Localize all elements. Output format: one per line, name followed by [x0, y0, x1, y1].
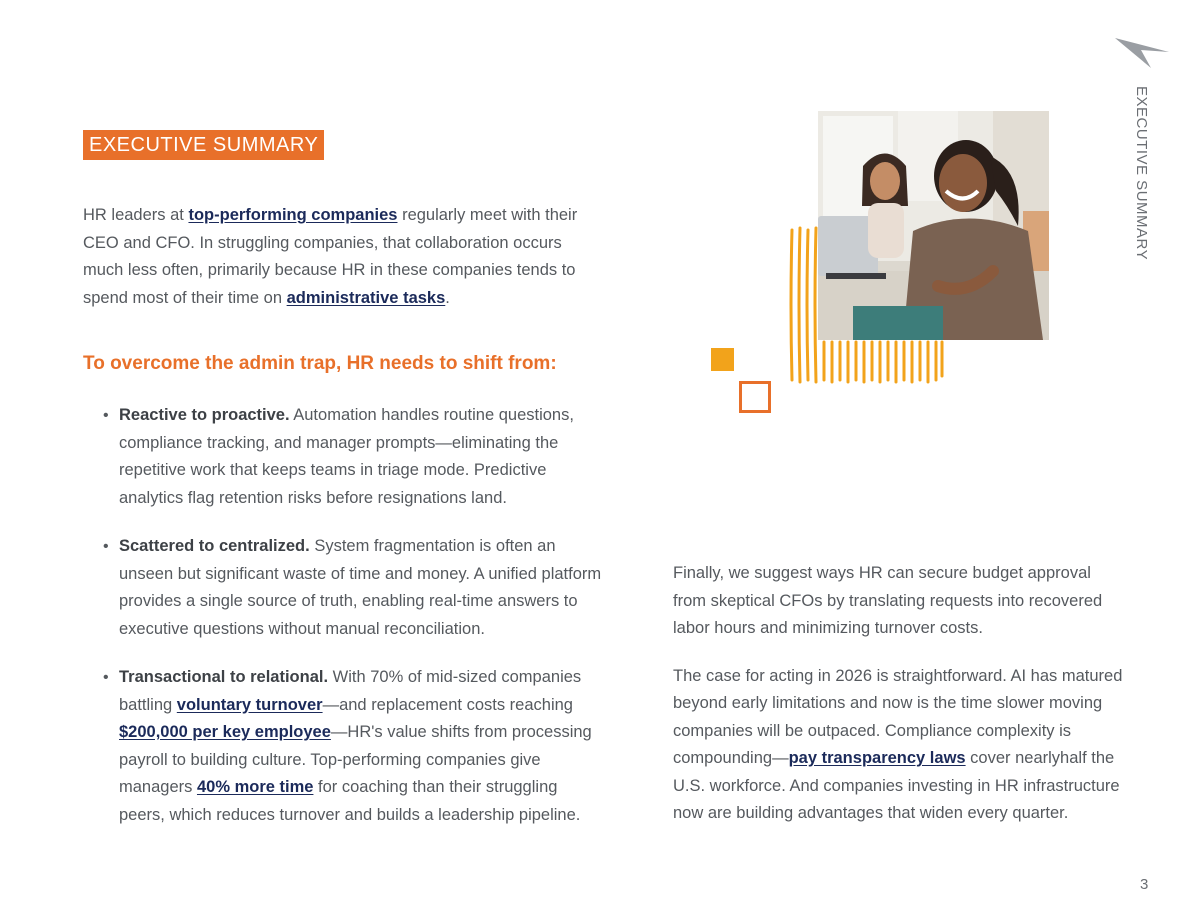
bullet-icon: •: [103, 407, 109, 424]
administrative-tasks-link[interactable]: administrative tasks: [286, 288, 446, 307]
bullet-title: Transactional to relational.: [119, 668, 329, 686]
bullet-body: —and replacement costs reaching: [322, 695, 573, 714]
smiling-women-at-office-photo: [818, 111, 1049, 340]
top-performing-companies-link[interactable]: top-performing companies: [188, 206, 398, 224]
intro-text: HR leaders at: [83, 206, 189, 224]
bullet-body: Automation handles routine questions, compliance tracking, and manager prompts—eliminating the repetitive work that keeps teams in triage mode. Predictive analytics flag retention risks before resignations land.: [119, 406, 574, 507]
bullet-body: for coaching than their struggling peers, which reduces turnover and builds a leadership pipeline.: [119, 778, 581, 824]
paper-plane-logo-icon: [1113, 36, 1171, 70]
shift-heading: To overcome the admin trap, HR needs to shift from:: [83, 353, 557, 374]
bullet-title: Scattered to centralized.: [119, 537, 310, 555]
list-item: [103, 664, 603, 829]
side-section-label: EXECUTIVE SUMMARY: [1133, 86, 1150, 261]
bullet-title: Reactive to proactive.: [119, 406, 290, 424]
budget-paragraph: Finally, we suggest ways HR can secure budget approval from skeptical CFOs by translating requests into recovered labor hours and minimizing turnover costs.: [673, 564, 1103, 637]
orange-outline-square: [739, 381, 771, 413]
case-text: cover nearlyhalf the U.S. workforce. And companies investing in HR infrastructure now are building advantages that widen every quarter.: [673, 749, 1120, 822]
list-item: [103, 533, 603, 643]
shift-bullet-list: [103, 402, 603, 850]
voluntary-turnover-link[interactable]: voluntary turnover: [176, 695, 323, 714]
page-number: 3: [1140, 876, 1149, 893]
intro-paragraph: [83, 202, 593, 312]
replacement-cost-link[interactable]: $200,000 per key employee: [119, 723, 331, 741]
bullet-body: —HR's value shifts from processing payroll to building culture. Top-performing companies give managers: [119, 723, 592, 796]
more-time-link[interactable]: 40% more time: [196, 778, 314, 796]
bullet-body: With 70% of mid-sized companies battling: [119, 668, 582, 714]
case-text: The case for acting in 2026 is straightforward. AI has matured beyond early limitations and now is the time slower moving companies will be outpaced. Compliance complexity is compounding—: [673, 666, 1123, 767]
intro-text: regularly meet with their CEO and CFO. In struggling companies, that collaboration occurs much less often, primarily because HR in these companies tends to spend most of their time on: [83, 206, 578, 307]
right-column: [673, 560, 1123, 848]
case-paragraph: [673, 663, 1123, 828]
pay-transparency-laws-link[interactable]: pay transparency laws: [788, 749, 966, 767]
bullet-icon: •: [103, 669, 109, 686]
intro-text: .: [445, 288, 450, 307]
list-item: [103, 402, 603, 512]
section-title-tag: EXECUTIVE SUMMARY: [83, 130, 324, 160]
bullet-icon: •: [103, 538, 109, 555]
bullet-body: System fragmentation is often an unseen but significant waste of time and money. A unified platform provides a single source of truth, enabling real-time answers to executive questions without manual reconciliation.: [119, 537, 602, 638]
orange-filled-square: [711, 348, 734, 371]
